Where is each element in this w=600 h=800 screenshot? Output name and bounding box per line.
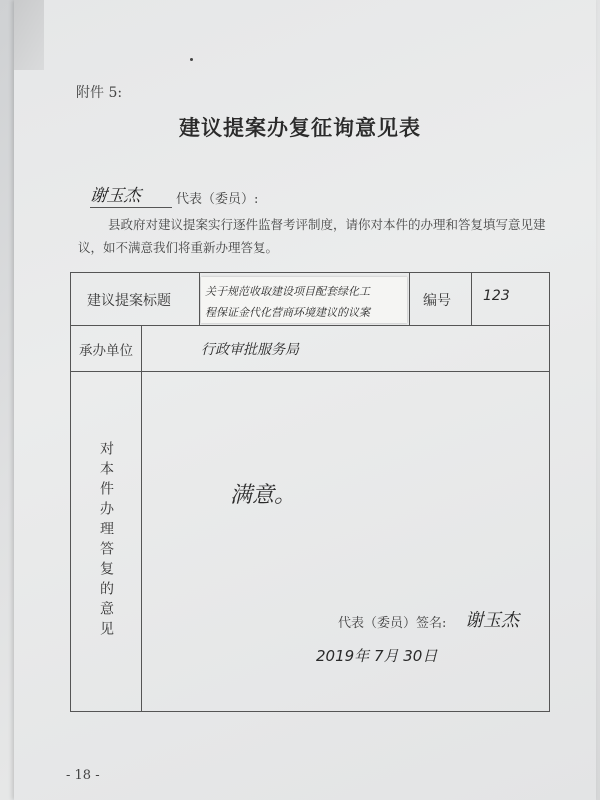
divider <box>141 371 142 711</box>
ink-dot <box>190 58 193 61</box>
unit-row <box>71 325 549 372</box>
number-value: 123 <box>483 288 510 304</box>
signature-label: 代表（委员）签名: <box>338 616 447 631</box>
number-label: 编号 <box>423 293 451 309</box>
attachment-label: 附件 5: <box>76 85 123 101</box>
page-title: 建议提案办复征询意见表 <box>179 115 421 140</box>
divider <box>471 273 472 325</box>
divider <box>199 273 200 325</box>
unit-label: 承办单位 <box>79 343 133 359</box>
intro-paragraph: 县政府对建议提案实行逐件监督考评制度，请你对本件的办理和答复填写意见建议，如不满意我们将重新办理答复。 <box>78 217 546 255</box>
proposal-title-line-1: 关于规范收取建设项目配套绿化工 <box>205 285 370 298</box>
page-number: - 18 - <box>66 768 100 783</box>
unit-value: 行政审批服务局 <box>201 342 299 358</box>
proposal-title-line-2: 程保证金代化营商环境建议的议案 <box>205 306 370 319</box>
divider <box>409 273 410 325</box>
divider <box>141 325 142 371</box>
signature-handwritten: 谢玉杰 <box>465 610 519 631</box>
representative-suffix: 代表（委员）: <box>176 192 259 207</box>
title-label: 建议提案标题 <box>87 293 171 309</box>
page-fold-shadow <box>14 0 44 70</box>
date-handwritten: 2019年 7月 30日 <box>316 647 438 665</box>
opinion-form-table <box>70 272 550 712</box>
opinion-label: 对本件办理答复的意见 <box>98 441 114 641</box>
proposal-title-slip <box>201 277 407 323</box>
opinion-text-handwritten: 满意。 <box>230 483 297 508</box>
opinion-label-cell <box>71 371 141 711</box>
title-row <box>71 273 549 326</box>
representative-name-handwritten: 谢玉杰 <box>88 186 142 206</box>
